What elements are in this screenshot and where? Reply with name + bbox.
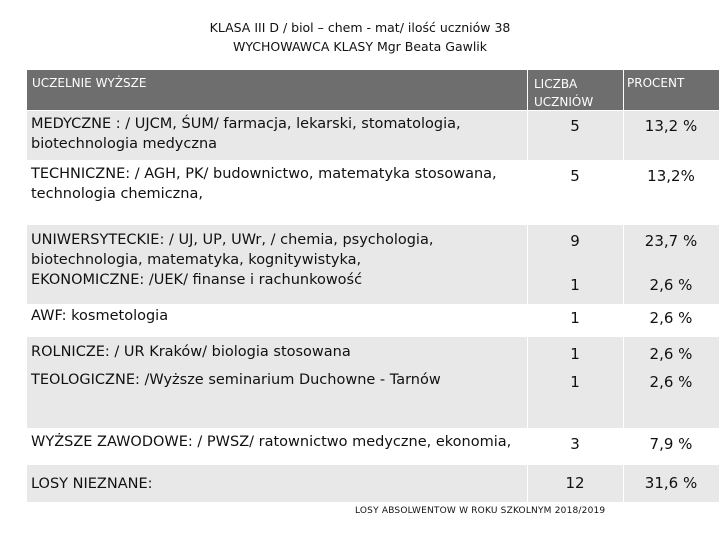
column-divider: [527, 70, 528, 502]
col-university: UCZELNIE WYŻSZE: [32, 76, 147, 90]
row-label: WYŻSZE ZAWODOWE: / PWSZ/ ratownictwo medyczne, ekonomia,: [31, 434, 512, 450]
row-divider: [27, 336, 719, 337]
column-divider: [623, 70, 624, 502]
col-count: [534, 75, 593, 110]
row-label: AWF: kosmetologia: [31, 308, 169, 324]
class-title: [0, 18, 720, 56]
row-percent: 2,6 %: [649, 373, 693, 391]
row-count: 12: [565, 474, 585, 492]
row-divider: [27, 304, 719, 305]
table-row: [27, 304, 719, 336]
row-count: 5: [570, 167, 580, 185]
row-label: UNIWERSYTECKIE: / UJ, UP, UWr, / chemia, psychologia, biotechnologia, matematyka, kognitywistyka,: [31, 232, 434, 268]
table-row: [27, 224, 719, 304]
row-label: ROLNICZE: / UR Kraków/ biologia stosowana: [31, 344, 351, 360]
row-label: MEDYCZNE : / UJCM, ŚUM/ farmacja, lekarski, stomatologia, biotechnologia medyczna: [31, 116, 461, 152]
row-label: TECHNICZNE: / AGH, PK/ budownictwo, matematyka stosowana, technologia chemiczna,: [31, 166, 497, 202]
row-count: 1: [570, 345, 580, 363]
row-label: EKONOMICZNE: /UEK/ finanse i rachunkowość: [31, 272, 363, 288]
row-percent: 2,6 %: [649, 309, 693, 327]
table-row: [27, 428, 719, 464]
table-header: [27, 70, 719, 110]
row-divider: [27, 428, 719, 429]
col-count-line-1: LICZBA: [534, 77, 578, 91]
row-divider: [27, 224, 719, 225]
footer-caption: LOSY ABSOLWENTOW W ROKU SZKOLNYM 2018/2019: [355, 506, 606, 516]
title-line-2: WYCHOWAWCA KLASY Mgr Beata Gawlik: [232, 39, 488, 54]
table-row: [27, 160, 719, 224]
row-count: 3: [570, 435, 580, 453]
row-count: 1: [570, 309, 580, 327]
table-row: [27, 110, 719, 160]
graduates-table: [27, 70, 719, 502]
col-count-line-2: UCZNIÓW: [534, 95, 594, 109]
row-divider: [27, 110, 719, 111]
title-line-1: KLASA III D / biol – chem - mat/ ilość uczniów 38: [209, 20, 511, 35]
row-percent: 31,6 %: [644, 474, 698, 492]
row-percent: 13,2 %: [644, 117, 698, 135]
row-percent: 13,2%: [647, 167, 695, 185]
row-percent: 2,6 %: [649, 276, 693, 294]
row-count: 9: [570, 232, 580, 250]
row-divider: [27, 160, 719, 161]
table-row: [27, 336, 719, 428]
row-count: 5: [570, 117, 580, 135]
row-count: 1: [570, 373, 580, 391]
row-label: TEOLOGICZNE: /Wyższe seminarium Duchowne - Tarnów: [31, 372, 441, 388]
col-percent: PROCENT: [627, 76, 685, 90]
row-count: 1: [570, 276, 580, 294]
table-row: [27, 464, 719, 502]
row-divider: [27, 464, 719, 465]
row-percent: 2,6 %: [649, 345, 693, 363]
row-label: LOSY NIEZNANE:: [31, 476, 153, 492]
row-percent: 7,9 %: [649, 435, 693, 453]
row-percent: 23,7 %: [644, 232, 698, 250]
